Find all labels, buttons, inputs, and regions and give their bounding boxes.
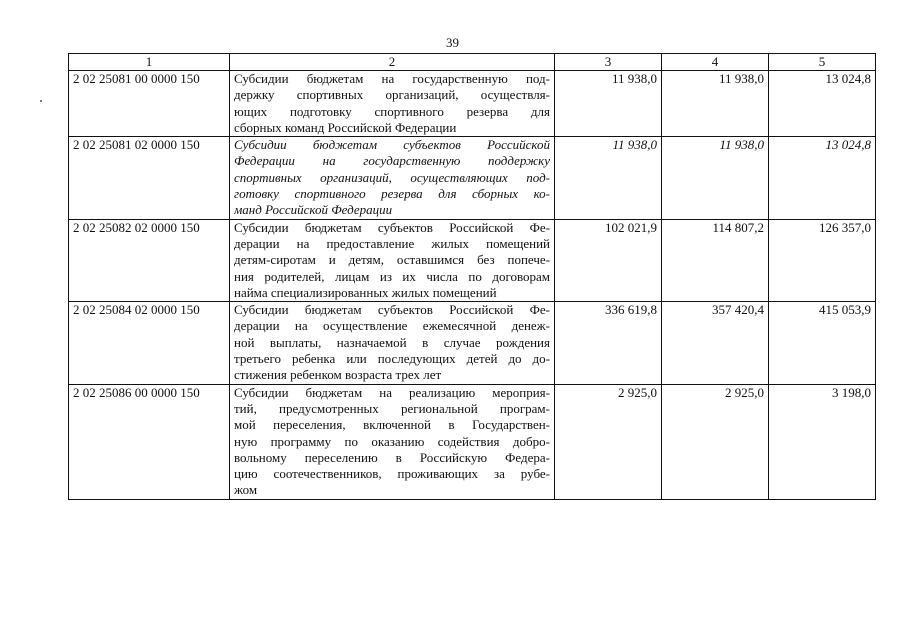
description-line: ния родителей, лицам из их числа по договорам [234,268,550,284]
description-line: тий, предусмотренных региональной програм- [234,400,550,416]
amount-column-5: 13 024,8 [769,137,876,219]
budget-classification-code: 2 02 25086 00 0000 150 [69,384,230,499]
description-line: спортивных организаций, осуществляющих под- [234,169,550,185]
description-line: стижения ребенком возраста трех лет [234,367,442,383]
column-header-4: 4 [662,54,769,71]
column-header-2: 2 [230,54,555,71]
description-line: манд Российской Федерации [234,202,393,218]
description-line: ную программу по оказанию содействия добро- [234,433,550,449]
description-line: готовку спортивного резерва для сборных ко- [234,186,550,202]
description-line: Субсидии бюджетам субъектов Российской Фе- [234,302,550,318]
amount-column-3: 2 925,0 [555,384,662,499]
description-line: мой переселения, включенной в Государствен- [234,417,550,433]
description-line: цию соотечественников, проживающих за рубе- [234,466,550,482]
description-line: дерации на осуществление ежемесячной денеж- [234,318,550,334]
amount-column-4: 11 938,0 [662,137,769,219]
budget-classification-code: 2 02 25081 02 0000 150 [69,137,230,219]
amount-column-4: 357 420,4 [662,302,769,384]
description-line: Субсидии бюджетам на государственную под- [234,71,550,86]
budget-classification-code: 2 02 25081 00 0000 150 [69,71,230,137]
page-number: 39 [446,35,459,50]
revenue-description [230,384,555,499]
revenue-description [230,71,555,137]
amount-column-4: 11 938,0 [662,71,769,137]
amount-column-5: 3 198,0 [769,384,876,499]
column-header-3: 3 [555,54,662,71]
amount-column-3: 11 938,0 [555,71,662,137]
table-header-row [69,54,876,71]
amount-column-5: 13 024,8 [769,71,876,137]
revenue-description [230,137,555,219]
description-line: детям-сиротам и детям, оставшимся без попече- [234,252,550,268]
description-line: держку спортивных организаций, осуществля- [234,87,550,103]
table-row [69,384,876,499]
table-row [69,302,876,384]
description-line: ной выплаты, назначаемой в случае рождения [234,334,550,350]
scan-artifact-dot [40,100,42,102]
column-header-5: 5 [769,54,876,71]
table-row [69,71,876,137]
description-line: третьего ребенка или последующих детей до до- [234,351,550,367]
budget-classification-code: 2 02 25082 02 0000 150 [69,219,230,301]
amount-column-4: 2 925,0 [662,384,769,499]
amount-column-5: 126 357,0 [769,219,876,301]
budget-revenue-table [68,53,876,500]
description-line: жом [234,482,258,498]
description-line: Федерации на государственную поддержку [234,153,550,169]
amount-column-3: 336 619,8 [555,302,662,384]
description-line: вольному переселению в Российскую Федера- [234,449,550,465]
amount-column-5: 415 053,9 [769,302,876,384]
description-line: сборных команд Российской Федерации [234,119,457,135]
amount-column-4: 114 807,2 [662,219,769,301]
description-line: ющих подготовку спортивного резерва для [234,103,550,119]
description-line: дерации на предоставление жилых помещений [234,235,550,251]
amount-column-3: 11 938,0 [555,137,662,219]
budget-classification-code: 2 02 25084 02 0000 150 [69,302,230,384]
column-header-1: 1 [69,54,230,71]
description-line: Субсидии бюджетам субъектов Российской Фе- [234,219,550,235]
amount-column-3: 102 021,9 [555,219,662,301]
description-line: Субсидии бюджетам субъектов Российской [234,137,550,153]
description-line: Субсидии бюджетам на реализацию мероприя- [234,384,550,400]
revenue-description [230,219,555,301]
table-row [69,219,876,301]
description-line: найма специализированных жилых помещений [234,284,497,300]
table-row [69,137,876,219]
revenue-description [230,302,555,384]
